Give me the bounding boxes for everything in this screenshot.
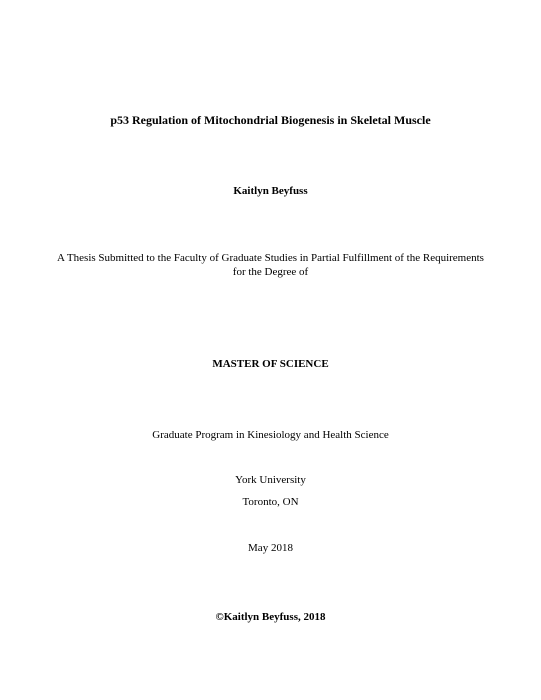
submission-statement-line-2: for the Degree of (232, 266, 309, 278)
submission-date: May 2018 (248, 542, 293, 554)
author-name: Kaitlyn Beyfuss (233, 185, 308, 197)
degree-name: MASTER OF SCIENCE (212, 358, 329, 370)
university-name: York University (235, 474, 306, 486)
copyright-notice: ©Kaitlyn Beyfuss, 2018 (215, 611, 326, 623)
graduate-program: Graduate Program in Kinesiology and Health Science (152, 429, 389, 441)
location: Toronto, ON (242, 496, 299, 508)
thesis-title: p53 Regulation of Mitochondrial Biogenesis in Skeletal Muscle (110, 113, 431, 127)
submission-statement-line-1: A Thesis Submitted to the Faculty of Graduate Studies in Partial Fulfillment of the Requirements (57, 252, 484, 264)
